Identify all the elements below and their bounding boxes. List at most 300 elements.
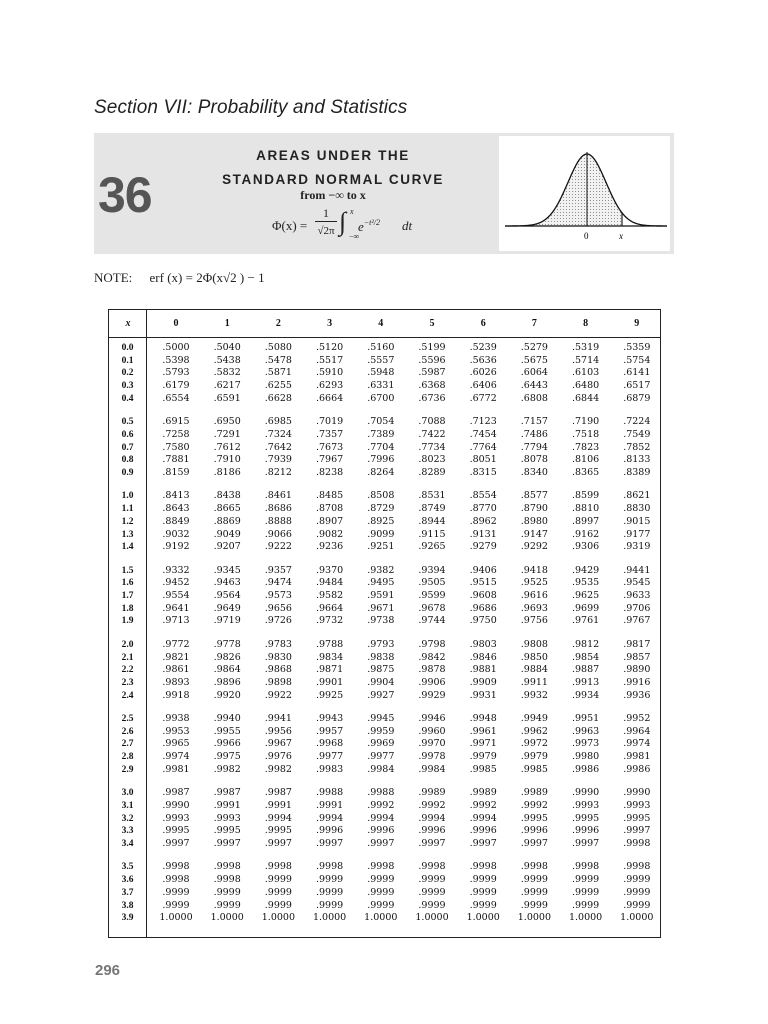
table-cell: .9997	[315, 838, 344, 849]
formula-fraction	[315, 206, 337, 239]
table-cell: .9641	[162, 602, 190, 614]
integrand-base: e	[358, 219, 364, 234]
value-column	[204, 639, 250, 703]
z-value: 0.6	[121, 429, 134, 440]
table-cell: .9999	[418, 874, 446, 886]
table-cell: .8980	[520, 515, 548, 527]
column-header: 0	[173, 318, 179, 329]
table-cell: .9871	[315, 664, 344, 676]
table-cell: .9864	[213, 664, 241, 676]
value-column	[409, 342, 455, 406]
table-cell: .9997	[264, 838, 292, 849]
table-cell: .9952	[623, 713, 651, 724]
table-cell: .9997	[571, 838, 600, 849]
table-cell: .9778	[213, 638, 241, 650]
note-label: NOTE:	[94, 270, 133, 285]
table-cell: .9999	[571, 874, 600, 886]
table-cell: .9564	[213, 590, 241, 601]
value-column	[307, 416, 353, 480]
table-cell: 1.0000	[261, 912, 296, 924]
table-cell: .9394	[418, 564, 446, 576]
table-cell: .9999	[623, 874, 651, 886]
table-cell: .8186	[213, 467, 241, 478]
value-column	[409, 565, 455, 629]
z-value: 0.5	[121, 417, 134, 428]
table-cell: .7157	[520, 416, 548, 428]
table-cell: .9997	[367, 838, 395, 849]
table-cell: .9993	[571, 799, 600, 811]
table-cell: .5160	[367, 342, 395, 353]
z-value: 3.3	[121, 826, 134, 837]
table-cell: .9999	[367, 886, 395, 898]
table-cell: .6141	[623, 367, 651, 379]
table-cell: .5832	[213, 367, 241, 379]
table-cell: 1.0000	[568, 912, 603, 924]
value-column	[307, 342, 353, 406]
table-cell: .9941	[264, 713, 292, 724]
table-cell: .9292	[520, 541, 548, 553]
z-column-rule	[146, 310, 147, 937]
table-cell: .9998	[571, 861, 600, 873]
table-cell: .9976	[264, 751, 292, 763]
table-cell: .9993	[623, 799, 651, 811]
table-cell: .5987	[418, 367, 446, 379]
z-value: 0.7	[121, 442, 134, 453]
value-column	[153, 639, 199, 703]
table-cell: .9015	[623, 515, 651, 527]
table-cell: .9916	[623, 676, 651, 688]
table-cell: .9319	[623, 541, 651, 553]
table-cell: .9987	[213, 787, 241, 799]
table-cell: .9998	[469, 861, 497, 873]
table-cell: .5120	[315, 342, 344, 353]
table-cell: .9982	[264, 763, 292, 775]
table-cell: .7549	[623, 428, 651, 440]
z-value: 2.8	[121, 752, 134, 763]
table-cell: .8106	[571, 454, 600, 466]
table-cell: .9738	[367, 615, 395, 627]
z-value: 3.2	[121, 813, 134, 824]
value-column	[307, 639, 353, 703]
table-cell: .6103	[571, 367, 600, 379]
table-cell: .7422	[418, 428, 446, 440]
table-cell: .9345	[213, 564, 241, 576]
table-cell: .6179	[162, 380, 190, 392]
table-cell: .9957	[315, 725, 344, 737]
table-cell: .9826	[213, 651, 241, 663]
table-cell: .6736	[418, 392, 446, 404]
column-header: 2	[275, 318, 281, 329]
value-column	[358, 342, 404, 406]
table-cell: .8315	[469, 467, 497, 478]
table-cell: .9664	[315, 602, 344, 614]
table-cell: .8577	[520, 490, 548, 502]
table-cell: .9406	[469, 564, 497, 576]
z-value: 0.9	[121, 468, 134, 478]
table-cell: .9985	[520, 763, 548, 775]
table-cell: .5279	[520, 342, 548, 353]
table-cell: .8508	[367, 490, 395, 502]
table-cell: .9726	[264, 615, 292, 627]
table-cell: .8907	[315, 515, 344, 527]
table-cell: .9979	[520, 751, 548, 763]
table-cell: .9990	[623, 787, 651, 799]
table-cell: 1.0000	[620, 912, 654, 924]
table-cell: .9969	[367, 738, 395, 750]
table-cell: .6026	[469, 367, 497, 379]
fraction-bar	[315, 221, 337, 222]
table-cell: .9332	[162, 564, 190, 576]
z-value: 3.0	[121, 788, 134, 799]
table-cell: .9985	[469, 763, 497, 775]
table-cell: .9999	[213, 886, 241, 898]
table-cell: .8365	[571, 467, 600, 478]
value-column	[614, 416, 660, 480]
value-column	[204, 490, 250, 554]
column-header: 6	[480, 318, 486, 329]
table-cell: .9990	[162, 799, 190, 811]
table-cell: .9846	[469, 651, 497, 663]
formula-differential: dt	[402, 218, 413, 233]
value-column	[614, 490, 660, 554]
value-column	[307, 787, 353, 851]
table-cell: .6368	[418, 380, 446, 392]
table-cell: .9706	[623, 602, 651, 614]
table-cell: .9131	[469, 528, 497, 540]
table-cell: .8051	[469, 454, 497, 466]
formula-lhs: Φ(x) =	[272, 218, 308, 233]
table-cell: .6950	[213, 416, 241, 428]
table-cell: .7019	[315, 416, 344, 428]
table-cell: .6628	[264, 392, 292, 404]
table-cell: .9808	[520, 638, 548, 650]
table-cell: .9992	[367, 799, 395, 811]
table-cell: .6331	[367, 380, 395, 392]
table-cell: .9934	[571, 689, 600, 701]
column-header: 7	[531, 318, 537, 329]
value-column	[563, 787, 609, 851]
table-cell: .8389	[623, 467, 651, 478]
table-cell: .6443	[520, 380, 548, 392]
table-cell: .9997	[623, 825, 651, 837]
table-cell: .9887	[571, 664, 600, 676]
value-column	[153, 342, 199, 406]
table-cell: .7673	[315, 441, 344, 453]
normal-table	[108, 309, 661, 938]
table-cell: .8078	[520, 454, 548, 466]
table-cell: .9996	[315, 825, 344, 837]
table-cell: 1.0000	[415, 912, 449, 924]
value-column	[255, 565, 301, 629]
value-column	[460, 861, 506, 925]
z-value: 3.9	[121, 913, 134, 924]
table-cell: .6915	[162, 416, 190, 428]
table-cell: .9998	[367, 861, 395, 873]
table-cell: .5714	[571, 354, 600, 366]
table-cell: .9998	[418, 861, 446, 873]
column-header: 9	[634, 318, 640, 329]
table-cell: .9999	[315, 899, 344, 911]
table-cell: .8599	[571, 490, 600, 502]
table-cell: .9803	[469, 638, 497, 650]
table-cell: .9999	[315, 886, 344, 898]
table-cell: .9893	[162, 676, 190, 688]
table-cell: .9992	[469, 799, 497, 811]
table-cell: .9767	[623, 615, 651, 627]
table-cell: .9901	[315, 676, 344, 688]
table-cell: .9608	[469, 590, 497, 601]
value-column	[204, 565, 250, 629]
table-cell: .5239	[469, 342, 497, 353]
table-cell: .9911	[520, 676, 548, 688]
value-column	[255, 713, 301, 777]
table-cell: .9998	[162, 874, 190, 886]
table-cell: .6406	[469, 380, 497, 392]
table-cell: .9986	[623, 763, 651, 775]
table-cell: .9207	[213, 541, 241, 553]
table-cell: .9554	[162, 590, 190, 601]
z-value: 3.8	[121, 900, 134, 911]
value-column	[307, 490, 353, 554]
table-cell: .9279	[469, 541, 497, 553]
value-column	[563, 861, 609, 925]
value-column	[511, 490, 557, 554]
table-cell: .9974	[623, 738, 651, 750]
value-column	[511, 787, 557, 851]
value-column	[255, 787, 301, 851]
table-cell: .9987	[162, 787, 190, 799]
table-cell: .9991	[213, 799, 241, 811]
value-column	[460, 490, 506, 554]
table-cell: .9812	[571, 638, 600, 650]
table-cell: .9998	[520, 861, 548, 873]
table-cell: .9484	[315, 577, 344, 589]
value-column	[460, 416, 506, 480]
table-cell: .9830	[264, 651, 292, 663]
value-column	[204, 342, 250, 406]
table-cell: .9998	[264, 861, 292, 873]
table-cell: 1.0000	[159, 912, 193, 924]
table-cell: .9992	[520, 799, 548, 811]
table-cell: .9750	[469, 615, 497, 627]
table-cell: .6985	[264, 416, 292, 428]
z-value: 3.4	[121, 839, 134, 849]
column-header: 5	[429, 318, 435, 329]
table-cell: .7612	[213, 441, 241, 453]
z-value: 2.2	[121, 665, 134, 676]
table-cell: .7088	[418, 416, 446, 428]
table-cell: .9988	[315, 787, 344, 799]
table-cell: 1.0000	[364, 912, 398, 924]
table-cell: .9999	[418, 886, 446, 898]
table-cell: .8212	[264, 467, 292, 478]
table-cell: .6217	[213, 380, 241, 392]
table-cell: .9904	[367, 676, 395, 688]
table-cell: .5754	[623, 354, 651, 366]
table-cell: .9918	[162, 689, 190, 701]
table-cell: .9875	[367, 664, 395, 676]
table-cell: .5948	[367, 367, 395, 379]
table-cell: .9535	[571, 577, 600, 589]
table-cell: .9965	[162, 738, 190, 750]
value-column	[255, 416, 301, 480]
table-cell: .8869	[213, 515, 241, 527]
table-cell: .9981	[162, 763, 190, 775]
table-cell: .8461	[264, 490, 292, 502]
from-line: from −∞ to x	[300, 188, 366, 202]
table-cell: .9998	[623, 861, 651, 873]
value-column	[204, 416, 250, 480]
table-cell: .6517	[623, 380, 651, 392]
value-column	[255, 861, 301, 925]
value-column	[204, 713, 250, 777]
table-cell: .9265	[418, 541, 446, 553]
table-cell: .6293	[315, 380, 344, 392]
table-cell: .5199	[418, 342, 446, 353]
value-column	[460, 639, 506, 703]
table-cell: .7389	[367, 428, 395, 440]
table-cell: .7258	[162, 428, 190, 440]
table-cell: .9625	[571, 590, 600, 601]
table-cell: .9115	[418, 528, 446, 540]
table-cell: .9996	[367, 825, 395, 837]
table-cell: .7454	[469, 428, 497, 440]
table-cell: .9878	[418, 664, 446, 676]
table-cell: .9943	[315, 713, 344, 724]
table-cell: .9991	[315, 799, 344, 811]
value-column	[153, 713, 199, 777]
value-column	[614, 342, 660, 406]
table-cell: .7054	[367, 416, 395, 428]
table-cell: .7794	[520, 441, 548, 453]
table-cell: 1.0000	[466, 912, 500, 924]
value-column	[307, 713, 353, 777]
z-value: 0.3	[121, 381, 134, 392]
table-cell: .9994	[315, 812, 344, 824]
integral-sign: ∫	[339, 207, 347, 236]
table-cell: .9788	[315, 638, 344, 650]
table-cell: .9997	[162, 838, 190, 849]
table-cell: .9998	[213, 861, 241, 873]
z-value: 1.2	[121, 516, 134, 527]
table-cell: .9515	[469, 577, 497, 589]
table-cell: .7967	[315, 454, 344, 466]
table-cell: .6591	[213, 392, 241, 404]
value-column	[153, 490, 199, 554]
table-cell: .9962	[520, 725, 548, 737]
table-cell: .9920	[213, 689, 241, 701]
value-column	[153, 787, 199, 851]
table-cell: .9994	[418, 812, 446, 824]
table-cell: .9997	[469, 838, 497, 849]
table-cell: .5080	[264, 342, 292, 353]
z-value: 1.3	[121, 529, 134, 540]
table-cell: .9162	[571, 528, 600, 540]
table-cell: .6844	[571, 392, 600, 404]
table-cell: .9906	[418, 676, 446, 688]
table-cell: .9999	[418, 899, 446, 911]
z-value: 2.7	[121, 739, 134, 750]
table-cell: .5359	[623, 342, 651, 353]
value-column	[409, 861, 455, 925]
value-column	[563, 342, 609, 406]
table-cell: .9854	[571, 651, 600, 663]
table-cell: .9996	[571, 825, 600, 837]
table-cell: .9991	[264, 799, 292, 811]
table-cell: .6064	[520, 367, 548, 379]
table-cell: .9982	[213, 763, 241, 775]
table-cell: .7910	[213, 454, 241, 466]
z-value: 1.4	[121, 542, 134, 553]
table-cell: .9964	[623, 725, 651, 737]
value-column	[153, 565, 199, 629]
table-cell: .9896	[213, 676, 241, 688]
table-cell: .9967	[264, 738, 292, 750]
table-cell: .9990	[571, 787, 600, 799]
table-cell: .9898	[264, 676, 292, 688]
table-cell: .7734	[418, 441, 446, 453]
table-cell: .8289	[418, 467, 446, 478]
table-cell: .9989	[418, 787, 446, 799]
table-cell: .9998	[162, 861, 190, 873]
table-cell: .9932	[520, 689, 548, 701]
z-value-group	[109, 861, 146, 925]
value-column	[307, 861, 353, 925]
table-cell: 1.0000	[210, 912, 244, 924]
header-rule	[109, 337, 660, 338]
table-cell: .9999	[367, 874, 395, 886]
section-heading: Section VII: Probability and Statistics	[94, 97, 408, 118]
value-column	[563, 713, 609, 777]
table-cell: .9995	[623, 812, 651, 824]
value-column	[563, 490, 609, 554]
table-cell: .9963	[571, 725, 600, 737]
z-value: 2.1	[121, 652, 134, 663]
value-column	[511, 861, 557, 925]
table-cell: .9756	[520, 615, 548, 627]
z-value: 2.5	[121, 714, 134, 724]
table-cell: .5871	[264, 367, 292, 379]
z-value: 1.9	[121, 616, 134, 627]
table-cell: .9994	[264, 812, 292, 824]
z-value: 1.1	[121, 504, 134, 515]
note	[94, 270, 265, 286]
table-cell: .9999	[623, 899, 651, 911]
z-column-header: x	[125, 318, 131, 329]
value-column	[460, 787, 506, 851]
table-cell: .9931	[469, 689, 497, 701]
value-column	[409, 490, 455, 554]
table-cell: .8485	[315, 490, 344, 502]
table-cell: .9993	[162, 812, 190, 824]
table-cell: .9999	[367, 899, 395, 911]
table-cell: .9998	[623, 838, 651, 849]
table-cell: .9973	[571, 738, 600, 750]
table-cell: .8665	[213, 503, 241, 515]
value-column	[358, 416, 404, 480]
table-cell: .8810	[571, 503, 600, 515]
table-cell: .9968	[315, 738, 344, 750]
table-cell: .9999	[520, 899, 548, 911]
shaded-area	[505, 154, 622, 226]
z-value: 1.5	[121, 565, 134, 576]
z-value: 1.0	[121, 491, 134, 502]
table-cell: .5517	[315, 354, 344, 366]
table-cell: .6772	[469, 392, 497, 404]
value-column	[409, 639, 455, 703]
table-cell: .8944	[418, 515, 446, 527]
table-cell: .9671	[367, 602, 395, 614]
